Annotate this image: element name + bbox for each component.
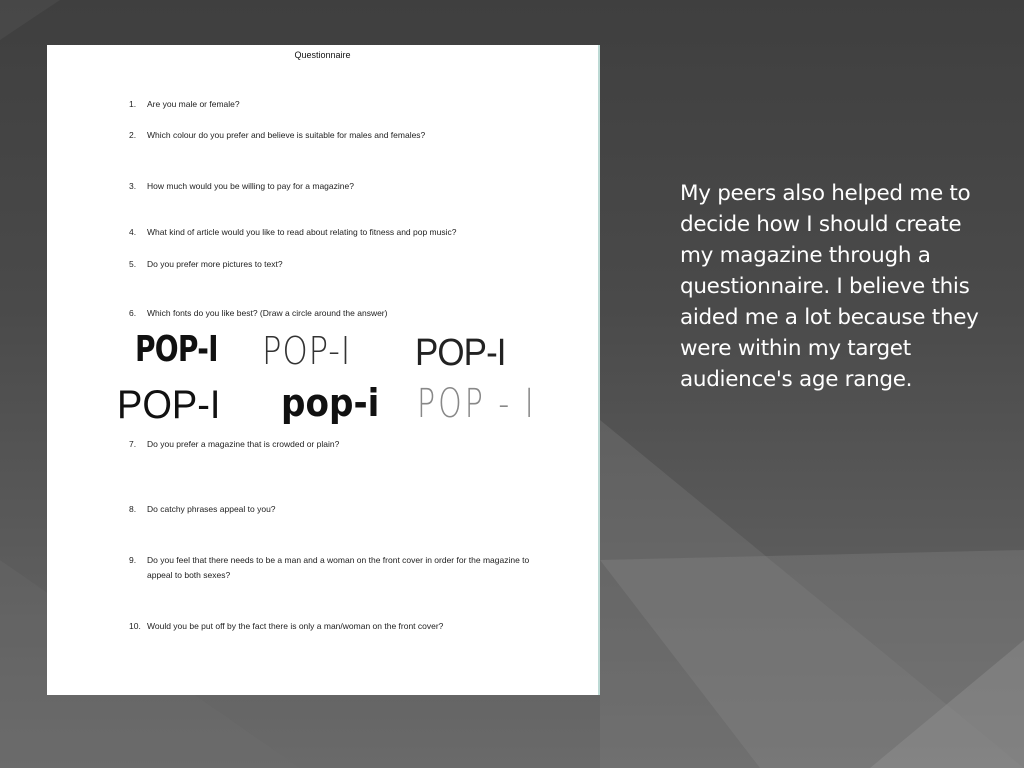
question-text: How much would you be willing to pay for a magazine? bbox=[147, 181, 354, 191]
question-number: 10. bbox=[129, 621, 141, 631]
font-sample-bold-condensed: POP-I bbox=[135, 329, 218, 370]
question-number: 2. bbox=[129, 130, 137, 140]
questionnaire-page bbox=[47, 45, 600, 695]
question-text: Do you prefer a magazine that is crowded or plain? bbox=[147, 439, 340, 449]
question-text: What kind of article would you like to read about relating to fitness and pop music? bbox=[147, 227, 457, 237]
font-sample-lowercase-bold: pop-i bbox=[281, 381, 380, 425]
document-title: Questionnaire bbox=[294, 50, 351, 60]
font-sample-light-spaced: POP - I bbox=[417, 381, 537, 427]
question-text: Do you prefer more pictures to text? bbox=[147, 259, 283, 269]
question-number: 9. bbox=[129, 555, 137, 565]
question-number: 5. bbox=[129, 259, 137, 269]
font-sample-sans: POP-I bbox=[117, 383, 221, 427]
question-number: 1. bbox=[129, 99, 137, 109]
question-number: 6. bbox=[129, 308, 137, 318]
question-number: 3. bbox=[129, 181, 137, 191]
font-sample-thin: POP-I bbox=[262, 329, 352, 373]
question-text: Do you feel that there needs to be a man and a woman on the front cover in order for the magazine to appeal to both sexes? bbox=[147, 555, 530, 580]
question-number: 4. bbox=[129, 227, 137, 237]
question-text: Do catchy phrases appeal to you? bbox=[147, 504, 276, 514]
slide-body-text: My peers also helped me to decide how I should create my magazine through a questionnaire. I believe this aided me a lot because they were within my target audience's age range. bbox=[680, 181, 979, 392]
question-number: 8. bbox=[129, 504, 137, 514]
question-text: Would you be put off by the fact there is only a man/woman on the front cover? bbox=[147, 621, 444, 631]
question-text: Which fonts do you like best? (Draw a circle around the answer) bbox=[147, 308, 388, 318]
question-number: 7. bbox=[129, 439, 137, 449]
font-sample-regular: POP-I bbox=[415, 332, 506, 374]
question-text: Which colour do you prefer and believe is suitable for males and females? bbox=[147, 130, 426, 140]
question-text: Are you male or female? bbox=[147, 99, 240, 109]
